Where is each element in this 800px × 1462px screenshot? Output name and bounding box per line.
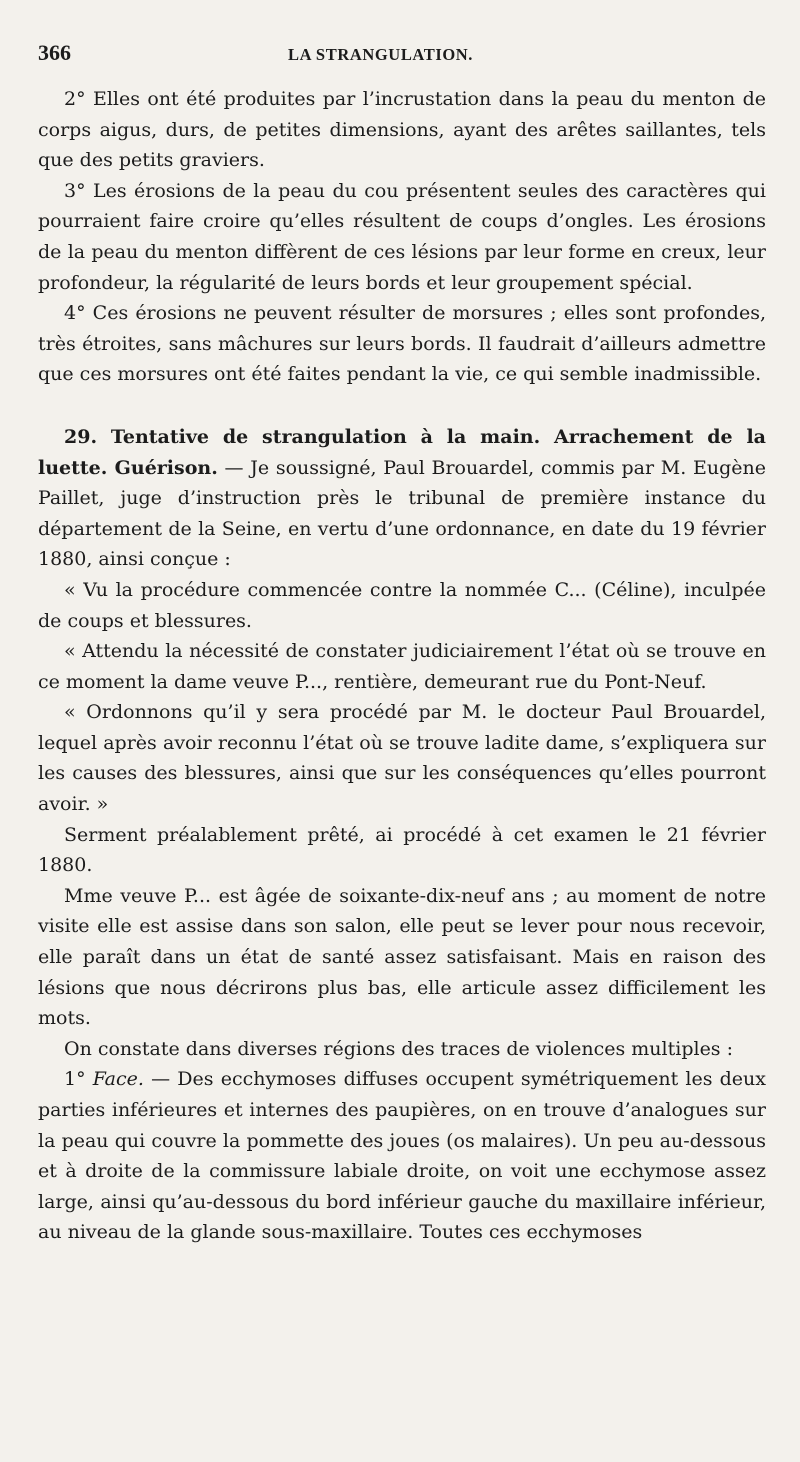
paragraph-patient bbox=[38, 881, 766, 1034]
paragraph-findings-intro bbox=[38, 1034, 766, 1065]
running-title: LA STRANGULATION. bbox=[288, 45, 474, 64]
page-header bbox=[38, 40, 766, 78]
case-heading: 29. Tentative de strangulation à la main. Arrachement de la luette. Guérison. bbox=[38, 425, 766, 479]
body-text bbox=[38, 84, 766, 1248]
paragraph-text: — Je soussigné, Paul Brouardel, commis par M. Eugène Paillet, juge d’instruction près le tribunal de première instance du département de la Seine, en vertu d’une ordonnance, en date du 19 février 1880, ainsi conçue : bbox=[38, 456, 766, 571]
paragraph-face bbox=[38, 1064, 766, 1248]
paragraph-lead: 1° bbox=[64, 1068, 93, 1091]
paragraph-conclusion-4 bbox=[38, 298, 766, 390]
paragraph-text: On constate dans diverses régions des traces de violences multiples : bbox=[64, 1037, 733, 1060]
paragraph-text: « Ordonnons qu’il y sera procédé par M. le docteur Paul Brouardel, lequel après avoir reconnu l’état où se trouve ladite dame, s’expliquera sur les causes des blessures, ainsi que sur les conséquences qu’elles pourront avoir. » bbox=[38, 701, 766, 816]
paragraph-quote-1 bbox=[38, 575, 766, 636]
paragraph-text: 2° Elles ont été produites par l’incrustation dans la peau du menton de corps aigus, durs, de petites dimensions, ayant des arêtes saillantes, tels que des petits graviers. bbox=[38, 88, 766, 172]
paragraph-text: Serment préalablement prêté, ai procédé à cet examen le 21 février 1880. bbox=[38, 823, 766, 877]
paragraph-quote-2 bbox=[38, 636, 766, 697]
paragraph-text: « Vu la procédure commencée contre la nommée C... (Céline), inculpée de coups et blessures. bbox=[38, 578, 766, 632]
paragraph-quote-3 bbox=[38, 697, 766, 819]
paragraph-text: 4° Ces érosions ne peuvent résulter de morsures ; elles sont profondes, très étroites, sans mâchures sur leurs bords. Il faudrait d’ailleurs admettre que ces morsures ont été faites pendant la vie, ce qui semble inadmissible. bbox=[38, 302, 766, 386]
paragraph-text: « Attendu la nécessité de constater judiciairement l’état où se trouve en ce moment la dame veuve P..., rentière, demeurant rue du Pont-Neuf. bbox=[38, 640, 766, 693]
paragraph-conclusion-3 bbox=[38, 176, 766, 298]
paragraph-text: — Des ecchymoses diffuses occupent symétriquement les deux parties inférieures et internes des paupières, on en trouve d’analogues sur la peau qui couvre la pommette des joues (os malaires). Un peu au-dessous et à droite de la commissure labiale droite, on voit une ecchymose assez large, ainsi qu’au-dessous du bord inférieur gauche du maxillaire inférieur, au niveau de la glande sous-maxillaire. Toutes ces ecchymoses bbox=[38, 1068, 766, 1244]
paragraph-text: 3° Les érosions de la peau du cou présentent seules des caractères qui pourraient faire croire qu’elles résultent de coups d’ongles. Les érosions de la peau du menton diffèrent de ces lésions par leur forme en creux, leur profondeur, la régularité de leurs bords et leur groupement spécial. bbox=[38, 179, 766, 294]
paragraph-oath bbox=[38, 820, 766, 881]
section-label-face: Face. bbox=[92, 1068, 144, 1091]
page-number: 366 bbox=[38, 40, 71, 65]
paragraph-text: Mme veuve P... est âgée de soixante-dix-neuf ans ; au moment de notre visite elle est assise dans son salon, elle peut se lever pour nous recevoir, elle paraît dans un état de santé assez satisfaisant. Mais en raison des lésions que nous décrirons plus bas, elle articule assez difficilement les mots. bbox=[38, 884, 766, 1030]
paragraph-conclusion-2 bbox=[38, 84, 766, 176]
paragraph-case-29 bbox=[38, 422, 766, 575]
